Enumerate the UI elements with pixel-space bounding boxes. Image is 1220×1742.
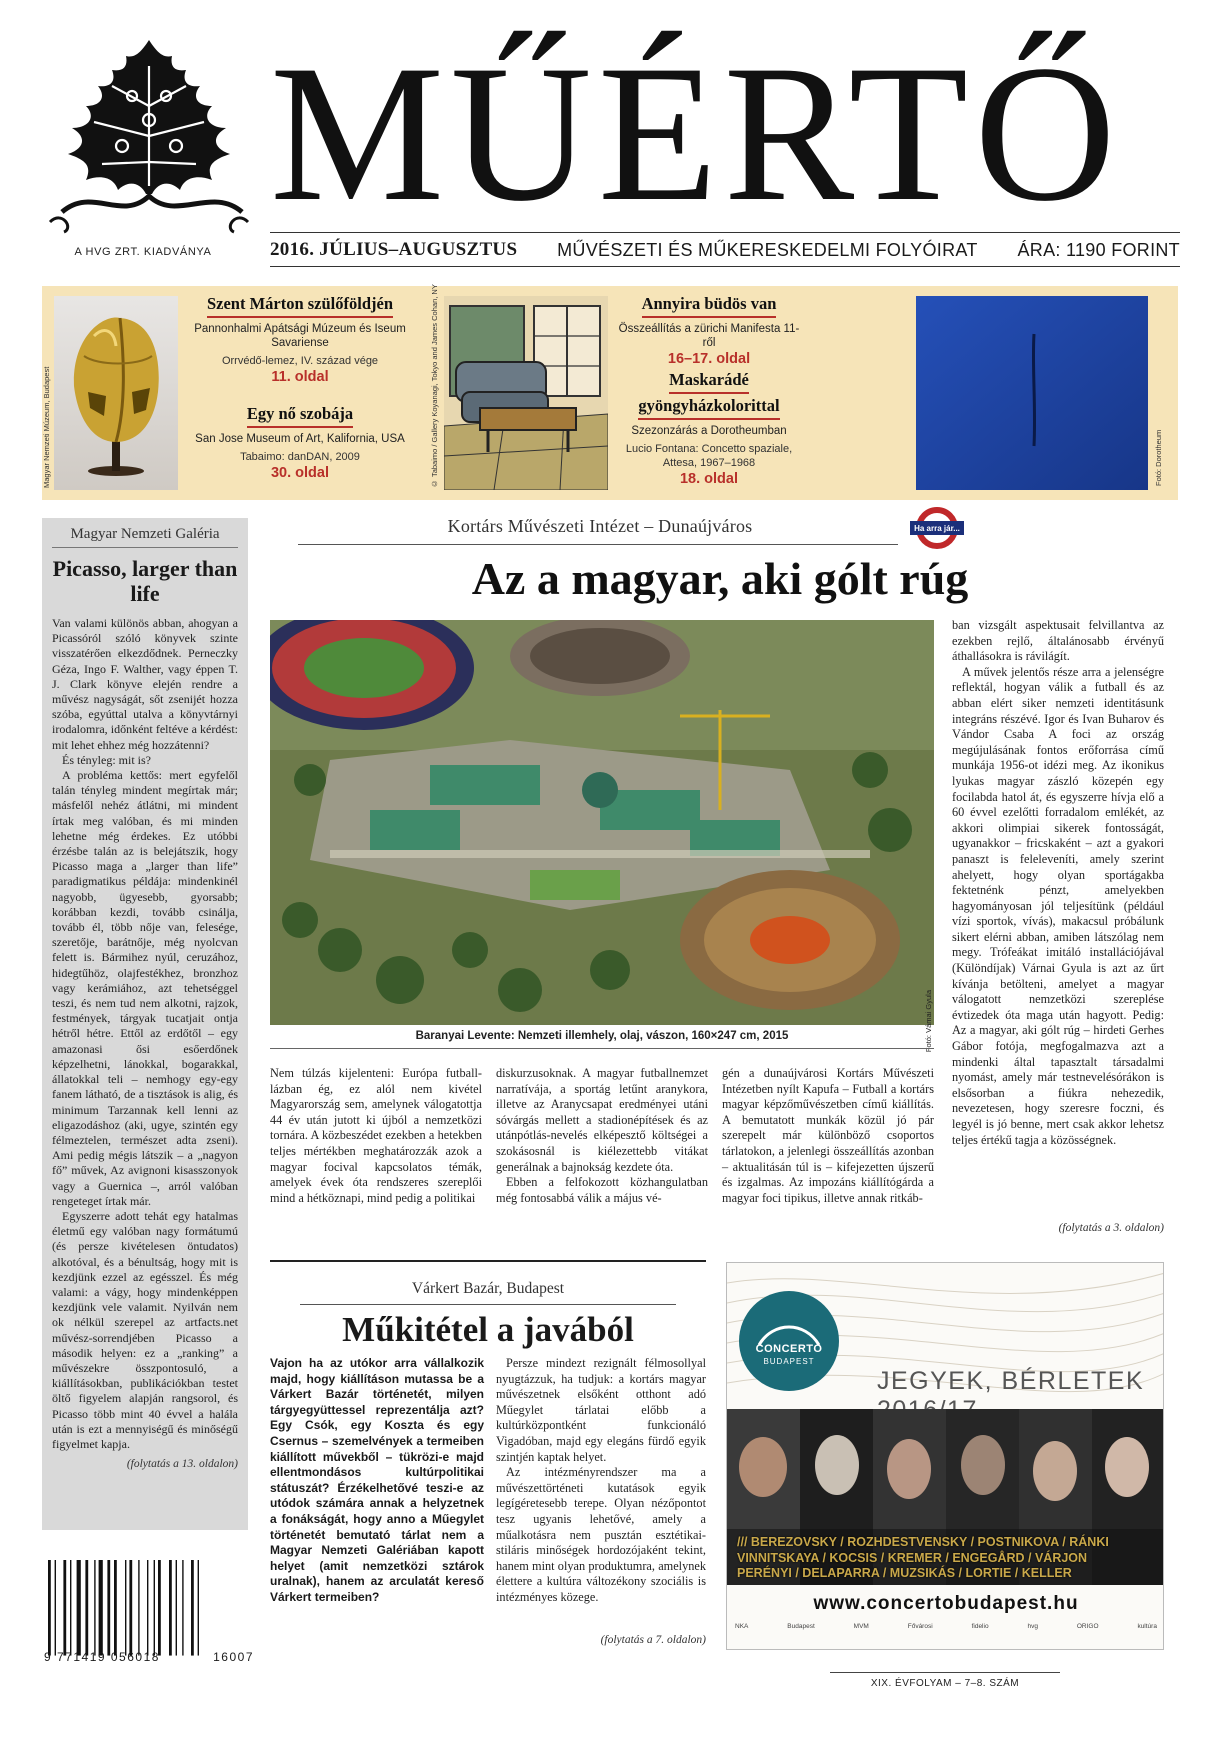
second-story-kicker: Várkert Bazár, Budapest bbox=[411, 1280, 565, 1297]
barcode bbox=[44, 1560, 250, 1660]
teaser-4-note: Lucio Fontana: Concetto spaziale, Attesa, 1967–1968 bbox=[625, 443, 793, 469]
barcode-bar bbox=[198, 1560, 199, 1656]
barcode-bar bbox=[99, 1560, 103, 1656]
second-story-headline[interactable]: Műkitétel a javából bbox=[342, 1310, 634, 1349]
second-story-paragraph: Persze mindezt rezignált félmosollyal nyugtázzuk, ha tudjuk: a kortárs magyar művészetnek elsőként otthont adó Műegylet tárlatai előbb a kultúrközpontként funkcionáló Vigadóban, majd egy elegáns fürdő egyik szintjén kaptak helyet. bbox=[496, 1356, 706, 1464]
main-story-headline[interactable]: Az a magyar, aki gólt rúg bbox=[471, 553, 969, 604]
main-story-continued[interactable]: (folytatás a 3. oldalon) bbox=[1058, 1222, 1164, 1234]
ad-names-line: /// BEREZOVSKY / ROZHDESTVENSKY / POSTNIKOVA / RÁNKI bbox=[737, 1535, 1109, 1549]
teaser-strip bbox=[42, 286, 1178, 500]
teaser-3-headline: Annyira büdös van bbox=[642, 294, 777, 318]
teaser-item-2[interactable] bbox=[192, 404, 408, 480]
sponsor-logo: ORIGO bbox=[1076, 1623, 1099, 1630]
barcode-bar bbox=[147, 1560, 148, 1656]
teaser-4-headline-1: Maskarádé bbox=[669, 370, 749, 394]
sponsor-logo: fidelio bbox=[971, 1623, 989, 1630]
main-story-column-3 bbox=[722, 1066, 934, 1206]
main-photo-caption: Baranyai Levente: Nemzeti illemhely, olaj, vászon, 160×247 cm, 2015 bbox=[415, 1030, 789, 1042]
price-label: ÁRA: 1190 FORINT bbox=[1017, 239, 1180, 260]
masthead-subtitle: MŰVÉSZETI ÉS MŰKERESKEDELMI FOLYÓIRAT bbox=[557, 239, 978, 260]
main-story-photo[interactable] bbox=[270, 620, 934, 1025]
sponsor-logo: MVM bbox=[853, 1623, 869, 1630]
teaser-room-image[interactable] bbox=[444, 296, 608, 490]
barcode-digits-right: 16007 bbox=[213, 1650, 254, 1664]
main-story-column-1 bbox=[270, 1066, 482, 1206]
main-story-paragraph: Ebben a felfokozott közhangulatban még fontosabbá válik a május vé- bbox=[496, 1175, 708, 1205]
volume-footer: XIX. ÉVFOLYAM – 7–8. SZÁM bbox=[870, 1678, 1020, 1689]
barcode-digits-left: 9 771419 056018 bbox=[44, 1650, 160, 1664]
second-story-paragraph: Az intézményrendszer ma a művészettörténeti kutatások egyik legígéretesebb terepe. Olyan nézőpontot tesz ugyanis lehetővé, amely a műalkotásra nem pusztán esztétikai-stiláris minőségek hordozójaként tekint, hanem mint olyan produktumra, amelynek élettere a kultúra változékony szociális is intézményes közege. bbox=[496, 1465, 706, 1604]
barcode-bar bbox=[94, 1560, 95, 1656]
teaser-4-sub: Szezonzárás a Dorotheumban bbox=[631, 425, 787, 437]
sidebar-paragraph: És tényleg: mit is? bbox=[62, 752, 151, 767]
footer-rule bbox=[830, 1672, 1060, 1673]
sidebar-body bbox=[52, 616, 238, 1452]
ad-sponsor-logos bbox=[735, 1623, 1157, 1630]
sponsor-logo: kultúra bbox=[1137, 1623, 1157, 1630]
teaser-item-1[interactable] bbox=[192, 294, 408, 384]
teaser-credit-2: © Tabaimo / Gallery Koyanagi, Tokyo and James Cohan, NY bbox=[430, 284, 439, 488]
second-story-top-rule bbox=[270, 1260, 706, 1262]
sidebar-title[interactable]: Picasso, larger than life bbox=[52, 556, 238, 606]
barcode-bar bbox=[63, 1560, 66, 1656]
barcode-digits bbox=[44, 1650, 254, 1664]
concerto-logo-name: CONCERTO bbox=[755, 1343, 823, 1355]
main-story-paragraph: diskurzusoknak. A magyar futballnemzet narratívája, a sportág letűnt aranykora, illetve az Aranycsapat eredményei utáni sóvárgás mellett a stadionépítések és az utánpótlás-nevelés elképesztő költségei a szokásosnál is kiélezettebb vitákat generálnak a bajnokság kezdete óta. bbox=[496, 1066, 708, 1174]
second-story-kicker-rule bbox=[300, 1304, 676, 1305]
barcode-bar bbox=[77, 1560, 81, 1656]
main-photo-credit: Fotó: Vámai Gyula bbox=[924, 990, 933, 1053]
teaser-2-headline: Egy nő szobája bbox=[247, 404, 353, 428]
barcode-bar bbox=[70, 1560, 71, 1656]
ad-names-line: VINNITSKAYA / KOCSIS / KREMER / ENGEGÅRD / VÁRJON bbox=[737, 1550, 1088, 1565]
issue-date: 2016. JÚLIUS–AUGUSZTUS bbox=[270, 239, 518, 260]
teaser-4-page: 18. oldal bbox=[679, 471, 739, 487]
helmet-icon bbox=[54, 296, 178, 490]
maple-leaf-logo bbox=[42, 36, 256, 236]
teaser-2-sub: San Jose Museum of Art, Kalifornia, USA bbox=[195, 433, 405, 445]
ha-arra-jar-roundel bbox=[908, 506, 966, 550]
concerto-budapest-ad[interactable] bbox=[726, 1262, 1164, 1650]
barcode-bar bbox=[55, 1560, 56, 1656]
teaser-1-note: Orrvédő-lemez, IV. század vége bbox=[221, 355, 379, 367]
main-story-kicker: Kortárs Művészeti Intézet – Dunaújváros bbox=[447, 516, 753, 536]
ad-url-link[interactable]: www.concertobudapest.hu bbox=[813, 1593, 1079, 1614]
concerto-logo bbox=[739, 1291, 839, 1391]
second-story-lead: Vajon ha az utókor arra vállalkozik majd, hogy kiállításon mutassa be a Várkert Bazár történetét, milyen tárgyegyüttessel reprezentálja azt? Egy Csók, egy Koszta és egy Csernus – szemelvények a termeiben kiállított művekből – tükrözi-e majd ellentmondásos kultúrpolitikai státuszát? Érzékelhetővé teszi-e az utódok számára annak a helyzetnek a fonákságát, hogy anno a Műegylet történetét bemutató tárlat nem a Magyar Nemzeti Galériában kapott helyet (amit nemzetközi sztárok uralnak), hanem az arculatát kereső Várkert termeiben? bbox=[270, 1356, 484, 1604]
barcode-bar bbox=[114, 1560, 117, 1656]
masthead-rule bbox=[270, 232, 1180, 233]
sidebar-article bbox=[42, 518, 248, 1530]
ad-slogan: JEGYEK, BÉRLETEK bbox=[877, 1367, 1145, 1395]
barcode-bar bbox=[169, 1560, 172, 1656]
ad-names-line: PERÉNYI / DELAPARRA / MUZSIKÁS / LORTIE / KELLER bbox=[737, 1566, 1072, 1580]
teaser-credit-4: Fotó: Dorotheum bbox=[1154, 429, 1163, 486]
publisher-label: A HVG ZRT. KIADVÁNYA bbox=[74, 246, 212, 258]
teaser-helmet-image[interactable] bbox=[54, 296, 178, 490]
painting-stadium-castle-icon bbox=[270, 620, 934, 1025]
teaser-item-3[interactable] bbox=[614, 294, 804, 366]
barcode-bar bbox=[129, 1560, 132, 1656]
barcode-bar bbox=[158, 1560, 161, 1656]
teaser-1-headline: Szent Márton szülőföldjén bbox=[207, 294, 393, 318]
ad-artist-names bbox=[737, 1535, 1157, 1582]
masthead-rule-bottom bbox=[270, 266, 1180, 267]
barcode-bar bbox=[176, 1560, 177, 1656]
teaser-fontana-image[interactable] bbox=[916, 296, 1148, 490]
teaser-1-sub: Pannonhalmi Apátsági Múzeum és Iseum Savariense bbox=[194, 323, 406, 349]
barcode-bar bbox=[48, 1560, 51, 1656]
barcode-bar bbox=[107, 1560, 110, 1656]
sponsor-logo: hvg bbox=[1027, 1623, 1038, 1630]
teaser-2-page: 30. oldal bbox=[270, 465, 330, 481]
sponsor-logo: NKA bbox=[735, 1623, 749, 1630]
second-story-column-2 bbox=[496, 1356, 706, 1606]
main-story-paragraph: Nem túlzás kijelenteni: Európa futball-lázban ég, ez alól nem kivétel Magyarország sem, amelynek válogatottja 44 év után jutott ki újból a nemzetközi tornára. A közbeszédet ezekben a hetekben teljes mértékben meghatározzák azok a magyar focival kapcsolatos témák, amelyek évek óta rendszeres szereplői mind a hétköznapi, mind pedig a politikai bbox=[270, 1066, 482, 1205]
main-caption-rule bbox=[270, 1048, 934, 1049]
teaser-3-page: 16–17. oldal bbox=[667, 351, 751, 367]
main-story-column-2 bbox=[496, 1066, 708, 1206]
main-story-paragraph: gén a dunaújvárosi Kortárs Művészeti Intézetben nyílt Kapufa – Futball a kortárs magyar képzőművészetben című kiállítás. A bemutatott munkák közül jó pár szerepelt már különböző csoportos tárlatokon, a jelenlegi összeállítás azonban – aktualitásán túl is – kifejezetten újszerű és izgalmas. Az impozáns kiállítógárda a magyar foci tipikus, illetve annak ritkáb- bbox=[722, 1066, 934, 1205]
teaser-4-headline-2: gyöngyházkolorittal bbox=[638, 396, 779, 420]
teaser-2-note: Tabaimo: danDAN, 2009 bbox=[240, 451, 360, 463]
sponsor-logo: Budapest bbox=[787, 1623, 815, 1630]
teaser-3-sub: Összeállítás a zürichi Manifesta 11-ről bbox=[618, 323, 800, 349]
room-illustration-icon bbox=[444, 296, 608, 490]
sponsor-logo: Fővárosi bbox=[907, 1623, 933, 1630]
teaser-item-4[interactable] bbox=[608, 370, 810, 486]
main-story-paragraph: ban vizsgált aspektusait felvillantva az ezekben rejlő, általánosabb érvényű áthallásokra is rávilágít. bbox=[952, 618, 1164, 664]
teaser-credit-1: Magyar Nemzeti Múzeum, Budapest bbox=[42, 366, 51, 488]
fontana-slash-icon bbox=[916, 296, 1148, 490]
barcode-bar bbox=[138, 1560, 139, 1656]
barcode-bar bbox=[191, 1560, 194, 1656]
barcode-bar bbox=[182, 1560, 183, 1656]
teaser-1-page: 11. oldal bbox=[271, 369, 329, 385]
barcode-bar bbox=[85, 1560, 88, 1656]
concerto-logo-sub: BUDAPEST bbox=[763, 1357, 815, 1366]
sidebar-paragraph: Egyszerre adott tehát egy hatalmas életmű egy valóban nagy formátumú (és persze kivételesen öntudatos) alkotóval, és a bénultság, hogy mit is kezdjünk ezzel az egésszel. És még valami: a vágy, hogy mindenképpen kezdjünk vele valamit. Nyilván nem ok nélkül szerepel az artfacts.net művész-sorrendjében Picasso a második helyen: ez a „ranking” a művészekre összpontosuló, a kiállításokban, publikációkban testet öltő figyelem alapján rangsorol, és Picasso több mint 40 évvel a halála után is ezt a mennyiségű és minőségű figyelmet kapja. bbox=[52, 1208, 238, 1451]
barcode-bar bbox=[154, 1560, 155, 1656]
second-story-continued[interactable]: (folytatás a 7. oldalon) bbox=[600, 1634, 706, 1646]
sidebar-kicker: Magyar Nemzeti Galéria bbox=[52, 526, 238, 548]
masthead-title: MŰÉRTŐ bbox=[270, 25, 1122, 242]
sidebar-paragraph: A probléma kettős: mert egyfelől talán tényleg mindent megírtak már; másfelől nehéz átlátni, mi mindent írtak meg valóban, és mi minden lehetne még érdekes. Ez utóbbi érzésbe talán az is belejátszik, hogy Picasso maga a „larger than life” paradigmatikus példája: mindenkinél nagyobb, ügyesebb, gyorsabb; korábban kezdi, tovább csinálja, tovább él, több nője van, felesége, szeretője, barátnője, még nyolcvan felett is. Bármihez nyúl, ceruzához, hidegtűhöz, olajfestékhez, bronzhoz vagy kerámiához, azt tehetséggel teszi, és nem tud nem alkotni, rajzok, festmények, tárgyak tucatjait ontja hétről hétre. Ettől az erdőtől – egy amazonasi ősi esőerdőnek képzelhetni, lánokkal, bogarakkal, állatokkal teli – nemhogy egy-egy fanem látható, de a tisztások is alig, és minimum Tarzannak kell lenni az eligazodáshoz (aki, ugye, szintén egy félmeztelen, természet adta zseni). Ami pedig mégis látszik – a „nagyon fő” művek, Az avignoni kisasszonyok vagy a Guernica –, arról valóban rengeteget írtak már. bbox=[52, 768, 238, 1208]
roundel-label: Ha arra jár... bbox=[914, 524, 960, 533]
main-story-paragraph: A művek jelentős része arra a jelenségre reflektál, hogyan válik a futball és az abban elért siker nemzeti identitásunk integráns részévé. Igor és Ivan Buharov és Vándor Csaba A foci az ország megújulásának fontos erőforrása című munkája 1956-ot idézi meg. Az ikonikus lyukas magyar zászló közepén egy focilabda hatol át, és egyszerre hívja elő a 60 évvel ezelőtti forradalom emlékét, az akkori olimpiai sikerek fontosságát, ugyanakkor – fricskaként – azt a gyakori panaszt is feleleveníti, amely szerint ahelyett, hogy olyan sportágakba fektetnénk pénzt, amelyekben hagyományosan jól teljesítünk (például vízi sportok, vívás), makacsul próbálunk sikert elérni abban, amiben látszólag nem megy. Trófeákat imitáló installációjával (Különdíjak) Várnai Gyula is azt az űrt kívánja betölteni, amelyet a magyar válogatott nemzetközi szereplése évtizedek óta maga után hagyott. Pedig: Az a magyar, aki gólt rúg – hirdeti Gerhes Gábor fotója, megfogalmazva azt a mindenki által tapasztalt társadalmi nyomást, amely már testnevelésórákon is elsősorban a fiúkra nehezedik, nevezetesen, hogy szeresre foczni, és legyél is jó benne, mert csak akkor lehetsz teljes értékű tagja a közösségnek. bbox=[952, 664, 1164, 1147]
main-story-kicker-rule bbox=[298, 544, 898, 545]
sidebar-paragraph: Van valami különös abban, ahogyan a Picassóról szóló könyvek szinte visszatérően elkezdődnek. Perneczky Géza, Ingo F. Walther, vagy éppen T. J. Clark könyve elején rendre a művész nagyságát, sőt zsenijét hozza szóba, egyúttal utalva a könyvtárnyi irodalomra, időnként feltéve a kérdést: mit lehet ehhez még hozzátenni? bbox=[52, 616, 238, 752]
sidebar-continued[interactable]: (folytatás a 13. oldalon) bbox=[126, 1458, 238, 1471]
main-story-column-4 bbox=[952, 618, 1164, 1148]
barcode-bar bbox=[125, 1560, 126, 1656]
masthead-info-bar bbox=[270, 238, 1180, 262]
